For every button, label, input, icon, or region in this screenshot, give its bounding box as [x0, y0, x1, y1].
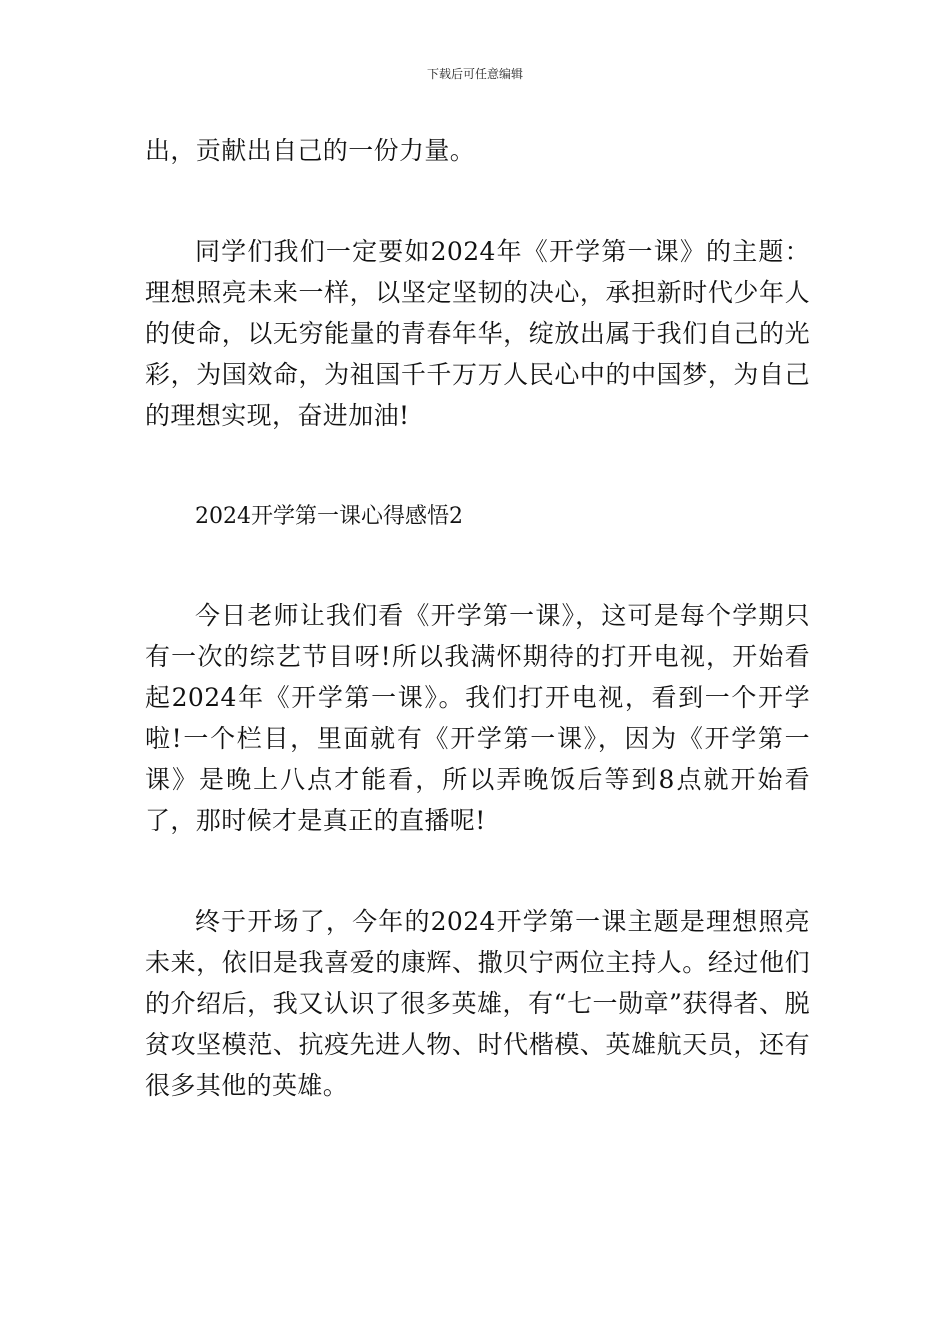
section-subtitle: 2024开学第一课心得感悟2 — [195, 504, 463, 529]
header-text: 下载后可任意编辑 — [426, 67, 523, 81]
paragraph-gap — [145, 171, 810, 231]
paragraph-gap — [145, 537, 810, 595]
page-header — [0, 64, 950, 84]
paragraph-1: 出，贡献出自己的一份力量。 — [145, 136, 476, 165]
paragraph-3: 今日老师让我们看《开学第一课》，这可是每个学期只有一次的综艺节目呀!所以我满怀期待的打开电视，开始看起2024年《开学第一课》。我们打开电视，看到一个开学啦!一个栏目，里面就有《开学第一课》，因为《开学第一课》是晚上八点才能看，所以弄晚饭后等到8点就开始看了，那时候才是真正的直播呢! — [145, 601, 810, 835]
paragraph-gap — [145, 436, 810, 496]
paragraph-gap — [145, 841, 810, 901]
paragraph-4: 终于开场了，今年的2024开学第一课主题是理想照亮未来，依旧是我喜爱的康辉、撒贝宁两位主持人。经过他们的介绍后，我又认识了很多英雄，有“七一勋章”获得者、脱贫攻坚模范、抗疫先进人物、时代楷模、英雄航天员，还有很多其他的英雄。 — [145, 907, 810, 1100]
paragraph-2: 同学们我们一定要如2024年《开学第一课》的主题：理想照亮未来一样，以坚定坚韧的决心，承担新时代少年人的使命，以无穷能量的青春年华，绽放出属于我们自己的光彩，为国效命，为祖国千千万万人民心中的中国梦，为自己的理想实现，奋进加油! — [145, 237, 810, 430]
document-body — [145, 130, 810, 1106]
